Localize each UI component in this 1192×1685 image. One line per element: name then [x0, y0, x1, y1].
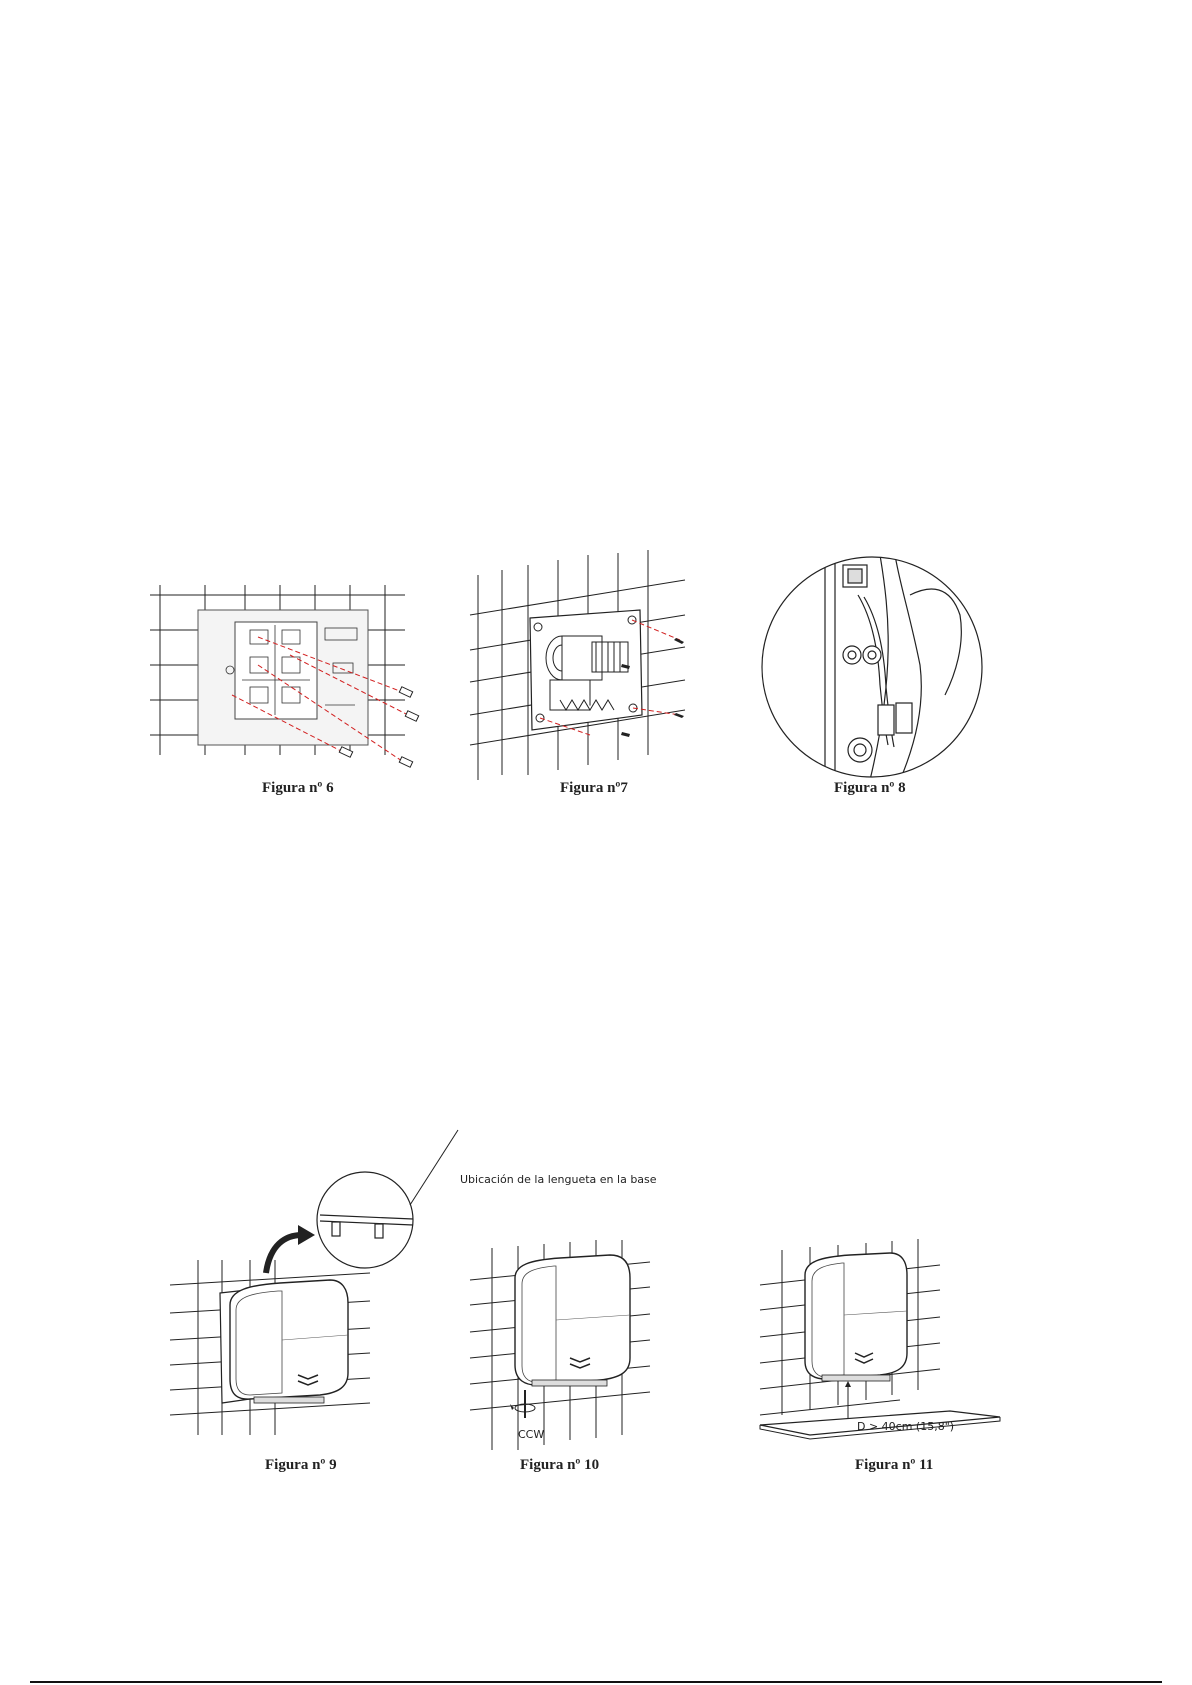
- figure-11-distance-label: D > 40cm (15,8"): [857, 1420, 955, 1433]
- figure-10-ccw-label: CCW: [518, 1428, 545, 1441]
- figure-8-caption: Figura nº 8: [834, 780, 906, 796]
- figure-9-callout: Ubicación de la lengueta en la base: [460, 1173, 657, 1186]
- figure-11-caption: Figura nº 11: [855, 1457, 934, 1473]
- figure-9-drawing: [170, 1165, 440, 1435]
- figure-10: [470, 1240, 670, 1450]
- figure-9: [170, 1165, 440, 1435]
- figure-7-caption: Figura nº7: [560, 780, 628, 796]
- page-bottom-rule: [30, 1681, 1162, 1683]
- figure-6: [150, 585, 440, 780]
- figure-8: [760, 555, 985, 780]
- figure-7: [470, 550, 690, 780]
- figure-9-caption: Figura nº 9: [265, 1457, 337, 1473]
- figure-8-drawing: [760, 555, 985, 780]
- figure-6-caption: Figura nº 6: [262, 780, 334, 796]
- figure-6-drawing: [150, 585, 440, 780]
- figure-10-drawing: [470, 1240, 670, 1450]
- figure-10-caption: Figura nº 10: [520, 1457, 600, 1473]
- figure-7-drawing: [470, 550, 690, 780]
